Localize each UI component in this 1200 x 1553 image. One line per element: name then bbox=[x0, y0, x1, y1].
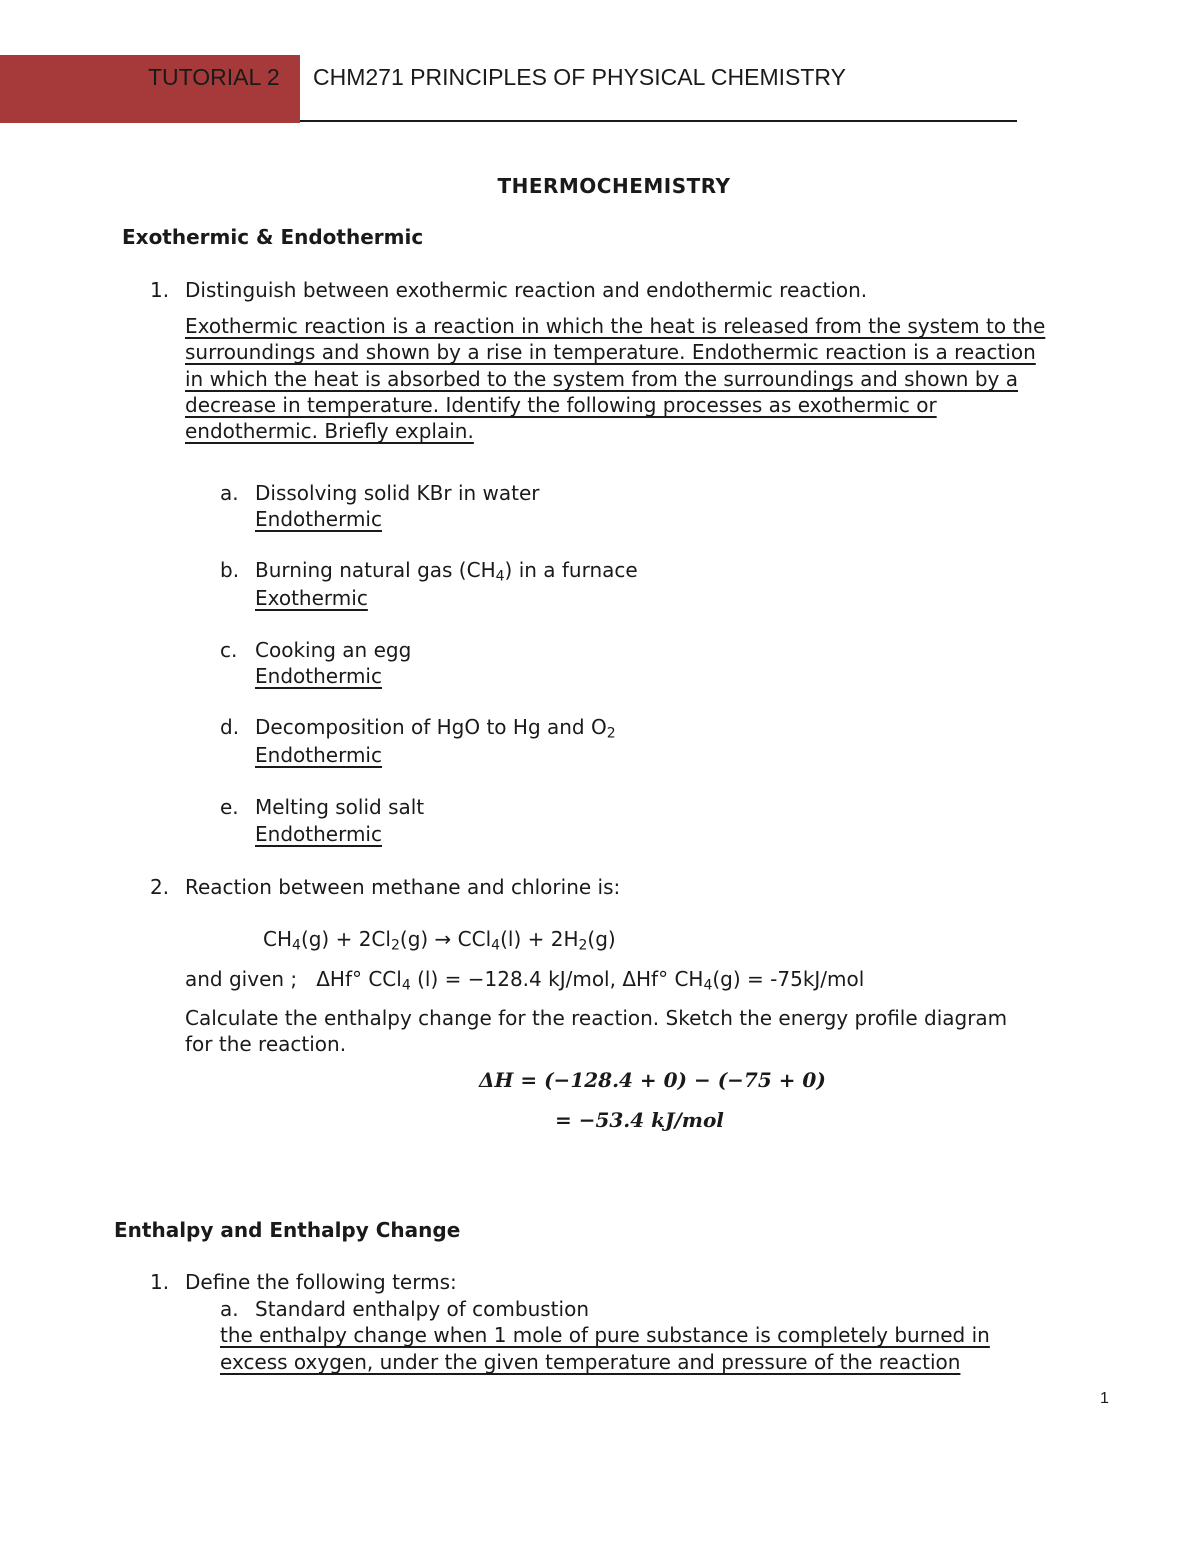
item-text: Decomposition of HgO to Hg and $O_2$ bbox=[255, 715, 616, 742]
item-letter: c. bbox=[220, 638, 238, 662]
item-answer: Exothermic bbox=[255, 586, 368, 610]
header-divider bbox=[300, 120, 1017, 122]
item-text: Dissolving solid KBr in water bbox=[255, 481, 540, 505]
question-text: Define the following terms: bbox=[185, 1270, 457, 1294]
section-heading-exo-endo: Exothermic & Endothermic bbox=[122, 225, 424, 249]
answer-line: the enthalpy change when 1 mole of pure substance is completely burned in bbox=[220, 1323, 990, 1347]
instruction-line: Calculate the enthalpy change for the reaction. Sketch the energy profile diagram bbox=[185, 1006, 1008, 1030]
course-title: CHM271 PRINCIPLES OF PHYSICAL CHEMISTRY bbox=[313, 64, 846, 90]
chemical-equation: $CH_4(g) + 2Cl_2(g) \to CCl_4(l) + 2H_2(g)$ bbox=[263, 927, 616, 954]
item-answer: Endothermic bbox=[255, 743, 382, 767]
solution-line-1: ΔH = (−128.4 + 0) − (−75 + 0) bbox=[479, 1068, 826, 1092]
item-text: Burning natural gas $(CH_4)$ in a furnace bbox=[255, 558, 638, 585]
solution-line-2: = −53.4 kJ/mol bbox=[555, 1108, 724, 1132]
item-text: Melting solid salt bbox=[255, 795, 425, 819]
answer-line: decrease in temperature. Identify the following processes as exothermic or bbox=[185, 393, 937, 417]
answer-line: Exothermic reaction is a reaction in which the heat is released from the system to the bbox=[185, 314, 1046, 338]
item-letter: b. bbox=[220, 558, 240, 582]
item-letter: a. bbox=[220, 481, 239, 505]
tutorial-label: TUTORIAL 2 bbox=[148, 64, 280, 90]
section-heading-enthalpy: Enthalpy and Enthalpy Change bbox=[114, 1218, 461, 1242]
item-answer: Endothermic bbox=[255, 664, 382, 688]
answer-line: endothermic. Briefly explain. bbox=[185, 419, 474, 443]
page-number: 1 bbox=[1100, 1390, 1109, 1407]
question-number: 1. bbox=[150, 1270, 170, 1294]
instruction-line: for the reaction. bbox=[185, 1032, 347, 1056]
answer-line: in which the heat is absorbed to the system from the surroundings and shown by a bbox=[185, 367, 1018, 391]
question-text: Reaction between methane and chlorine is: bbox=[185, 875, 621, 899]
item-letter: e. bbox=[220, 795, 239, 819]
item-text: Cooking an egg bbox=[255, 638, 412, 662]
given-values: and given ; ΔHf° CCl$_4$ (l) = −128.4 kJ/mol, ΔHf° $CH_4(g) = -75kJ/mol$ bbox=[185, 967, 865, 994]
item-text: Standard enthalpy of combustion bbox=[255, 1297, 589, 1321]
question-text: Distinguish between exothermic reaction and endothermic reaction. bbox=[185, 278, 868, 302]
item-answer: Endothermic bbox=[255, 507, 382, 531]
question-number: 2. bbox=[150, 875, 170, 899]
answer-line: surroundings and shown by a rise in temperature. Endothermic reaction is a reaction bbox=[185, 340, 1036, 364]
item-letter: d. bbox=[220, 715, 240, 739]
page-title: THERMOCHEMISTRY bbox=[497, 174, 731, 198]
item-answer: Endothermic bbox=[255, 822, 382, 846]
item-letter: a. bbox=[220, 1297, 239, 1321]
answer-line: excess oxygen, under the given temperature and pressure of the reaction bbox=[220, 1350, 961, 1374]
question-number: 1. bbox=[150, 278, 170, 302]
